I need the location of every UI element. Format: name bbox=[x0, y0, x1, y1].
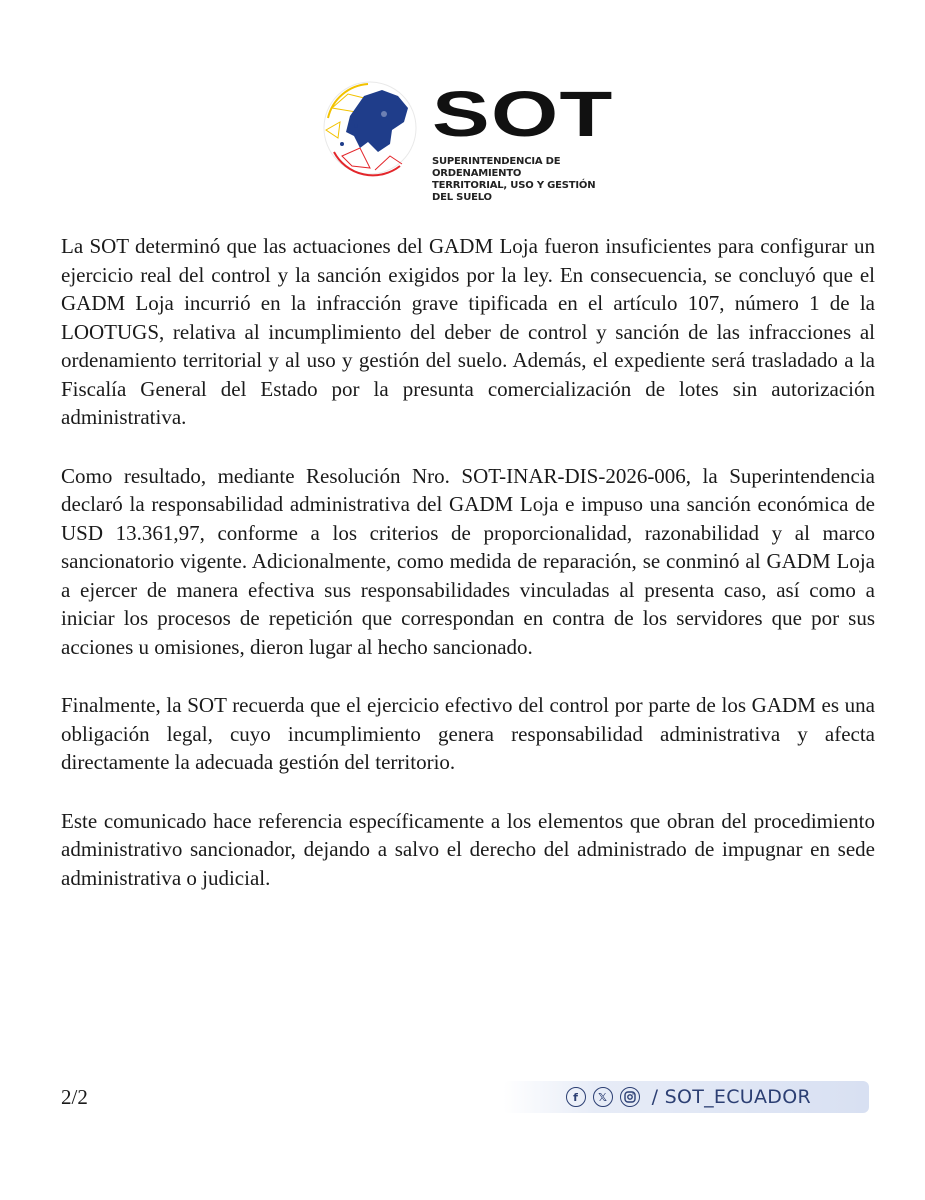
paragraph-2: Como resultado, mediante Resolución Nro. SOT-INAR-DIS-2026-006, la Superintendencia declaró la responsabilidad administrativa del GADM Loja e impuso una sanción económica de USD 13.361,97, conforme a los criterios de proporcionalidad, razonabilidad y al marco sancionatorio vigente. Adicionalmente, como medida de reparación, se conminó al GADM Loja a ejercer de manera efectiva sus responsabilidades vinculadas al presenta caso, así como a iniciar los procesos de repetición que correspondan en contra de los servidores que por sus acciones u omisiones, dieron lugar al hecho sancionado. bbox=[61, 463, 875, 659]
social-footer bbox=[503, 1081, 869, 1113]
brand-block bbox=[432, 78, 614, 204]
ecuador-map-globe-icon bbox=[320, 78, 420, 178]
body-text bbox=[61, 232, 875, 922]
instagram-glyph bbox=[624, 1091, 636, 1103]
brand-name: SOT bbox=[432, 78, 614, 150]
brand-subtitle-line-1: SUPERINTENDENCIA DE ORDENAMIENTO bbox=[432, 156, 561, 179]
brand-subtitle-line-2: TERRITORIAL, USO Y GESTIÓN DEL SUELO bbox=[432, 180, 596, 203]
facebook-icon[interactable]: f bbox=[566, 1087, 586, 1107]
x-icon[interactable]: 𝕏 bbox=[593, 1087, 613, 1107]
social-handle[interactable]: / SOT_ECUADOR bbox=[651, 1086, 811, 1108]
paragraph-3: Finalmente, la SOT recuerda que el ejercicio efectivo del control por parte de los GADM es una obligación legal, cuyo incumplimiento genera responsabilidad administrativa y afecta directamente la adecuada gestión del territorio. bbox=[61, 693, 875, 774]
page-number: 2/2 bbox=[61, 1085, 88, 1109]
paragraph-4: Este comunicado hace referencia específicamente a los elementos que obran del procedimiento administrativo sancionador, dejando a salvo el derecho del administrado de impugnar en sede administrativa o judicial. bbox=[61, 808, 875, 890]
sot-logo bbox=[320, 78, 614, 203]
instagram-icon[interactable] bbox=[620, 1087, 640, 1107]
brand-subtitle bbox=[432, 156, 612, 204]
paragraph-1: La SOT determinó que las actuaciones del GADM Loja fueron insuficientes para configurar un ejercicio real del control y la sanción exigidos por la ley. En consecuencia, se concluyó que el GADM Loja incurrió en la infracción grave tipificada en el artículo 107, número 1 de la LOOTUGS, relativa al incumplimiento del deber de control y sanción de las infracciones al ordenamiento territorial y al uso y gestión del suelo. Además, el expediente será trasladado a la Fiscalía General del Estado por la presunta comercialización de lotes sin autorización administrativa. bbox=[61, 234, 875, 429]
